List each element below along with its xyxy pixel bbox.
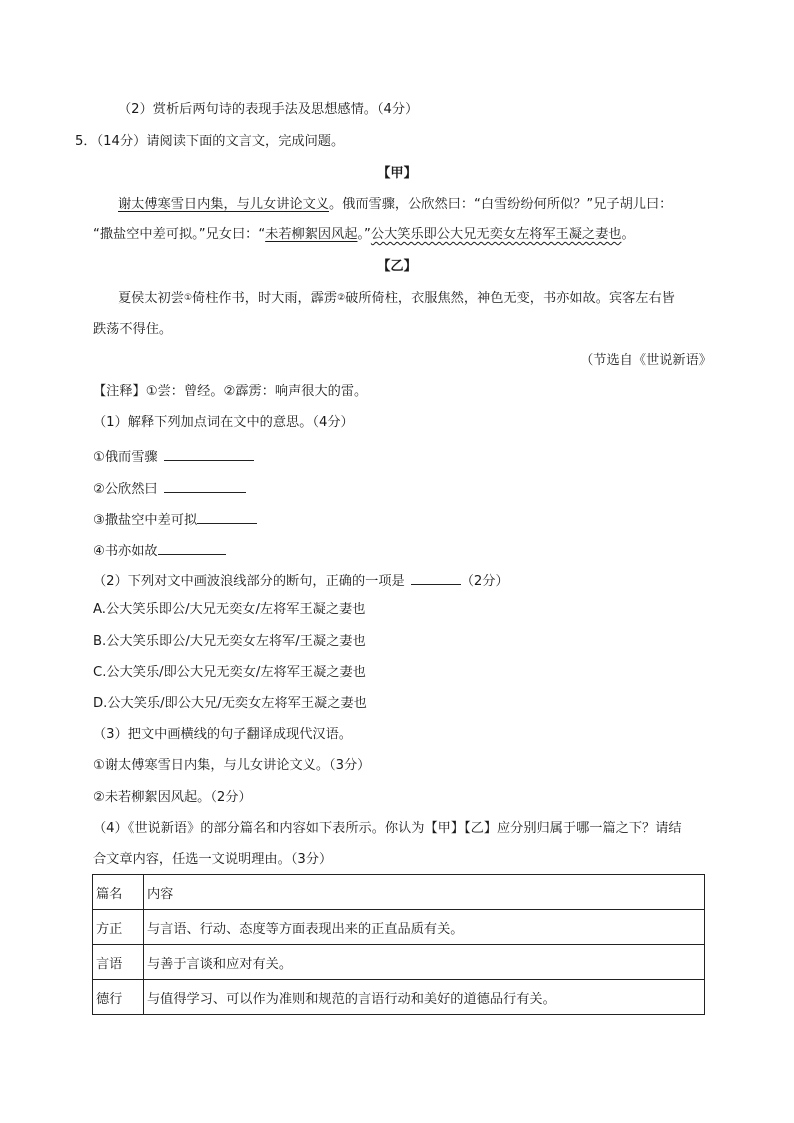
table-row — [93, 910, 705, 945]
yi-line-2: 跌荡不得住。 — [93, 322, 173, 337]
jia-underlined-2: 未若柳絮因风起 — [265, 227, 358, 242]
sub2-prompt — [93, 569, 509, 592]
yi-text-b: 倚柱作书，时大雨，霹雳 — [192, 291, 338, 306]
sub4-line-1: （4）《世说新语》的部分篇名和内容如下表所示。你认为【甲】【乙】应分别归属于哪一篇之下？请结 — [93, 821, 682, 836]
q5-intro: 5．（14分）请阅读下面的文言文，完成问题。 — [75, 134, 345, 149]
annotation: 【注释】①尝：曾经。②霹雳：响声很大的雷。 — [93, 384, 368, 399]
option-b[interactable]: B.公大笑乐即公/大兄无奕女左将军/王凝之妻也 — [93, 634, 366, 649]
yi-heading: 【乙】 — [377, 259, 417, 274]
sub3-item-2: ②未若柳絮因风起。（2分） — [93, 790, 252, 805]
sub1-item-1-text: ①俄而雪骤 — [93, 450, 158, 465]
table-header-row — [93, 875, 705, 910]
sub3-item-1: ①谢太傅寒雪日内集，与儿女讲论文义。（3分） — [93, 758, 371, 773]
sub1-item-2 — [93, 477, 246, 500]
table-row — [93, 980, 705, 1015]
jia-line-2 — [93, 225, 635, 245]
jia-text-1: 。俄而雪骤，公欣然曰：“白雪纷纷何所似？”兄子胡儿曰： — [329, 197, 673, 212]
table-row — [93, 945, 705, 980]
option-d[interactable]: D.公大笑乐/即公大兄/无奕女左将军王凝之妻也 — [93, 696, 367, 711]
table-cell: 与值得学习、可以作为准则和规范的言语行动和美好的道德品行有关。 — [144, 980, 705, 1015]
jia-text-2c: 。 — [621, 227, 635, 242]
sub1-item-1 — [93, 445, 254, 468]
table-cell: 方正 — [93, 910, 144, 945]
yi-text-a: 夏侯太初尝 — [118, 291, 184, 306]
sub1-prompt: （1）解释下列加点词在文中的意思。（4分） — [93, 415, 354, 430]
sub1-item-2-text: ②公欣然曰 — [93, 482, 158, 497]
table-cell: 与言语、行动、态度等方面表现出来的正直品质有关。 — [144, 910, 705, 945]
table-cell: 德行 — [93, 980, 144, 1015]
sub2-score: （2分） — [460, 574, 509, 589]
q4-sub2: （2）赏析后两句诗的表现手法及思想感情。（4分） — [118, 102, 419, 117]
table-cell: 言语 — [93, 945, 144, 980]
jia-text-2b: 。” — [357, 227, 371, 242]
yi-text-c: 破所倚柱，衣服焦然，神色无变，书亦如故。宾客左右皆 — [345, 291, 675, 306]
option-c[interactable]: C.公大笑乐/即公大兄无奕女/左将军王凝之妻也 — [93, 665, 366, 680]
sub4-line-2: 合文章内容，任选一文说明理由。（3分） — [93, 852, 333, 867]
sub1-item-4 — [93, 539, 226, 562]
jia-line-1 — [118, 195, 672, 215]
sub3-prompt: （3）把文中画横线的句子翻译成现代汉语。 — [93, 727, 352, 742]
answer-blank-1[interactable] — [164, 445, 254, 461]
jia-heading: 【甲】 — [377, 166, 417, 181]
sub1-item-4-text: ④书亦如故 — [93, 544, 158, 559]
yi-line-1 — [118, 289, 675, 310]
sub2-prompt-text: （2）下列对文中画波浪线部分的断句，正确的一项是 — [93, 574, 405, 589]
answer-blank-5[interactable] — [411, 569, 461, 585]
jia-wavy: 公大笑乐即公大兄无奕女左将军王凝之妻也 — [370, 227, 622, 242]
table-header-cell: 内容 — [144, 875, 705, 910]
answer-blank-3[interactable] — [197, 508, 257, 524]
sub1-item-3-text: ③撒盐空中差可拟 — [93, 513, 198, 528]
note-mark-1: ① — [183, 293, 193, 303]
source-note: （节选自《世说新语》 — [580, 353, 712, 368]
table-header-cell: 篇名 — [93, 875, 144, 910]
chapter-table — [92, 874, 705, 1015]
option-a[interactable]: A.公大笑乐即公/大兄无奕女/左将军王凝之妻也 — [93, 602, 366, 617]
answer-blank-2[interactable] — [164, 477, 246, 493]
sub1-item-3 — [93, 508, 257, 531]
answer-blank-4[interactable] — [158, 539, 226, 555]
table-cell: 与善于言谈和应对有关。 — [144, 945, 705, 980]
jia-text-2a: “撒盐空中差可拟。”兄女曰：“ — [93, 227, 266, 242]
jia-underlined-1: 谢太傅寒雪日内集，与儿女讲论文义 — [118, 197, 329, 212]
note-mark-2: ② — [337, 293, 346, 303]
